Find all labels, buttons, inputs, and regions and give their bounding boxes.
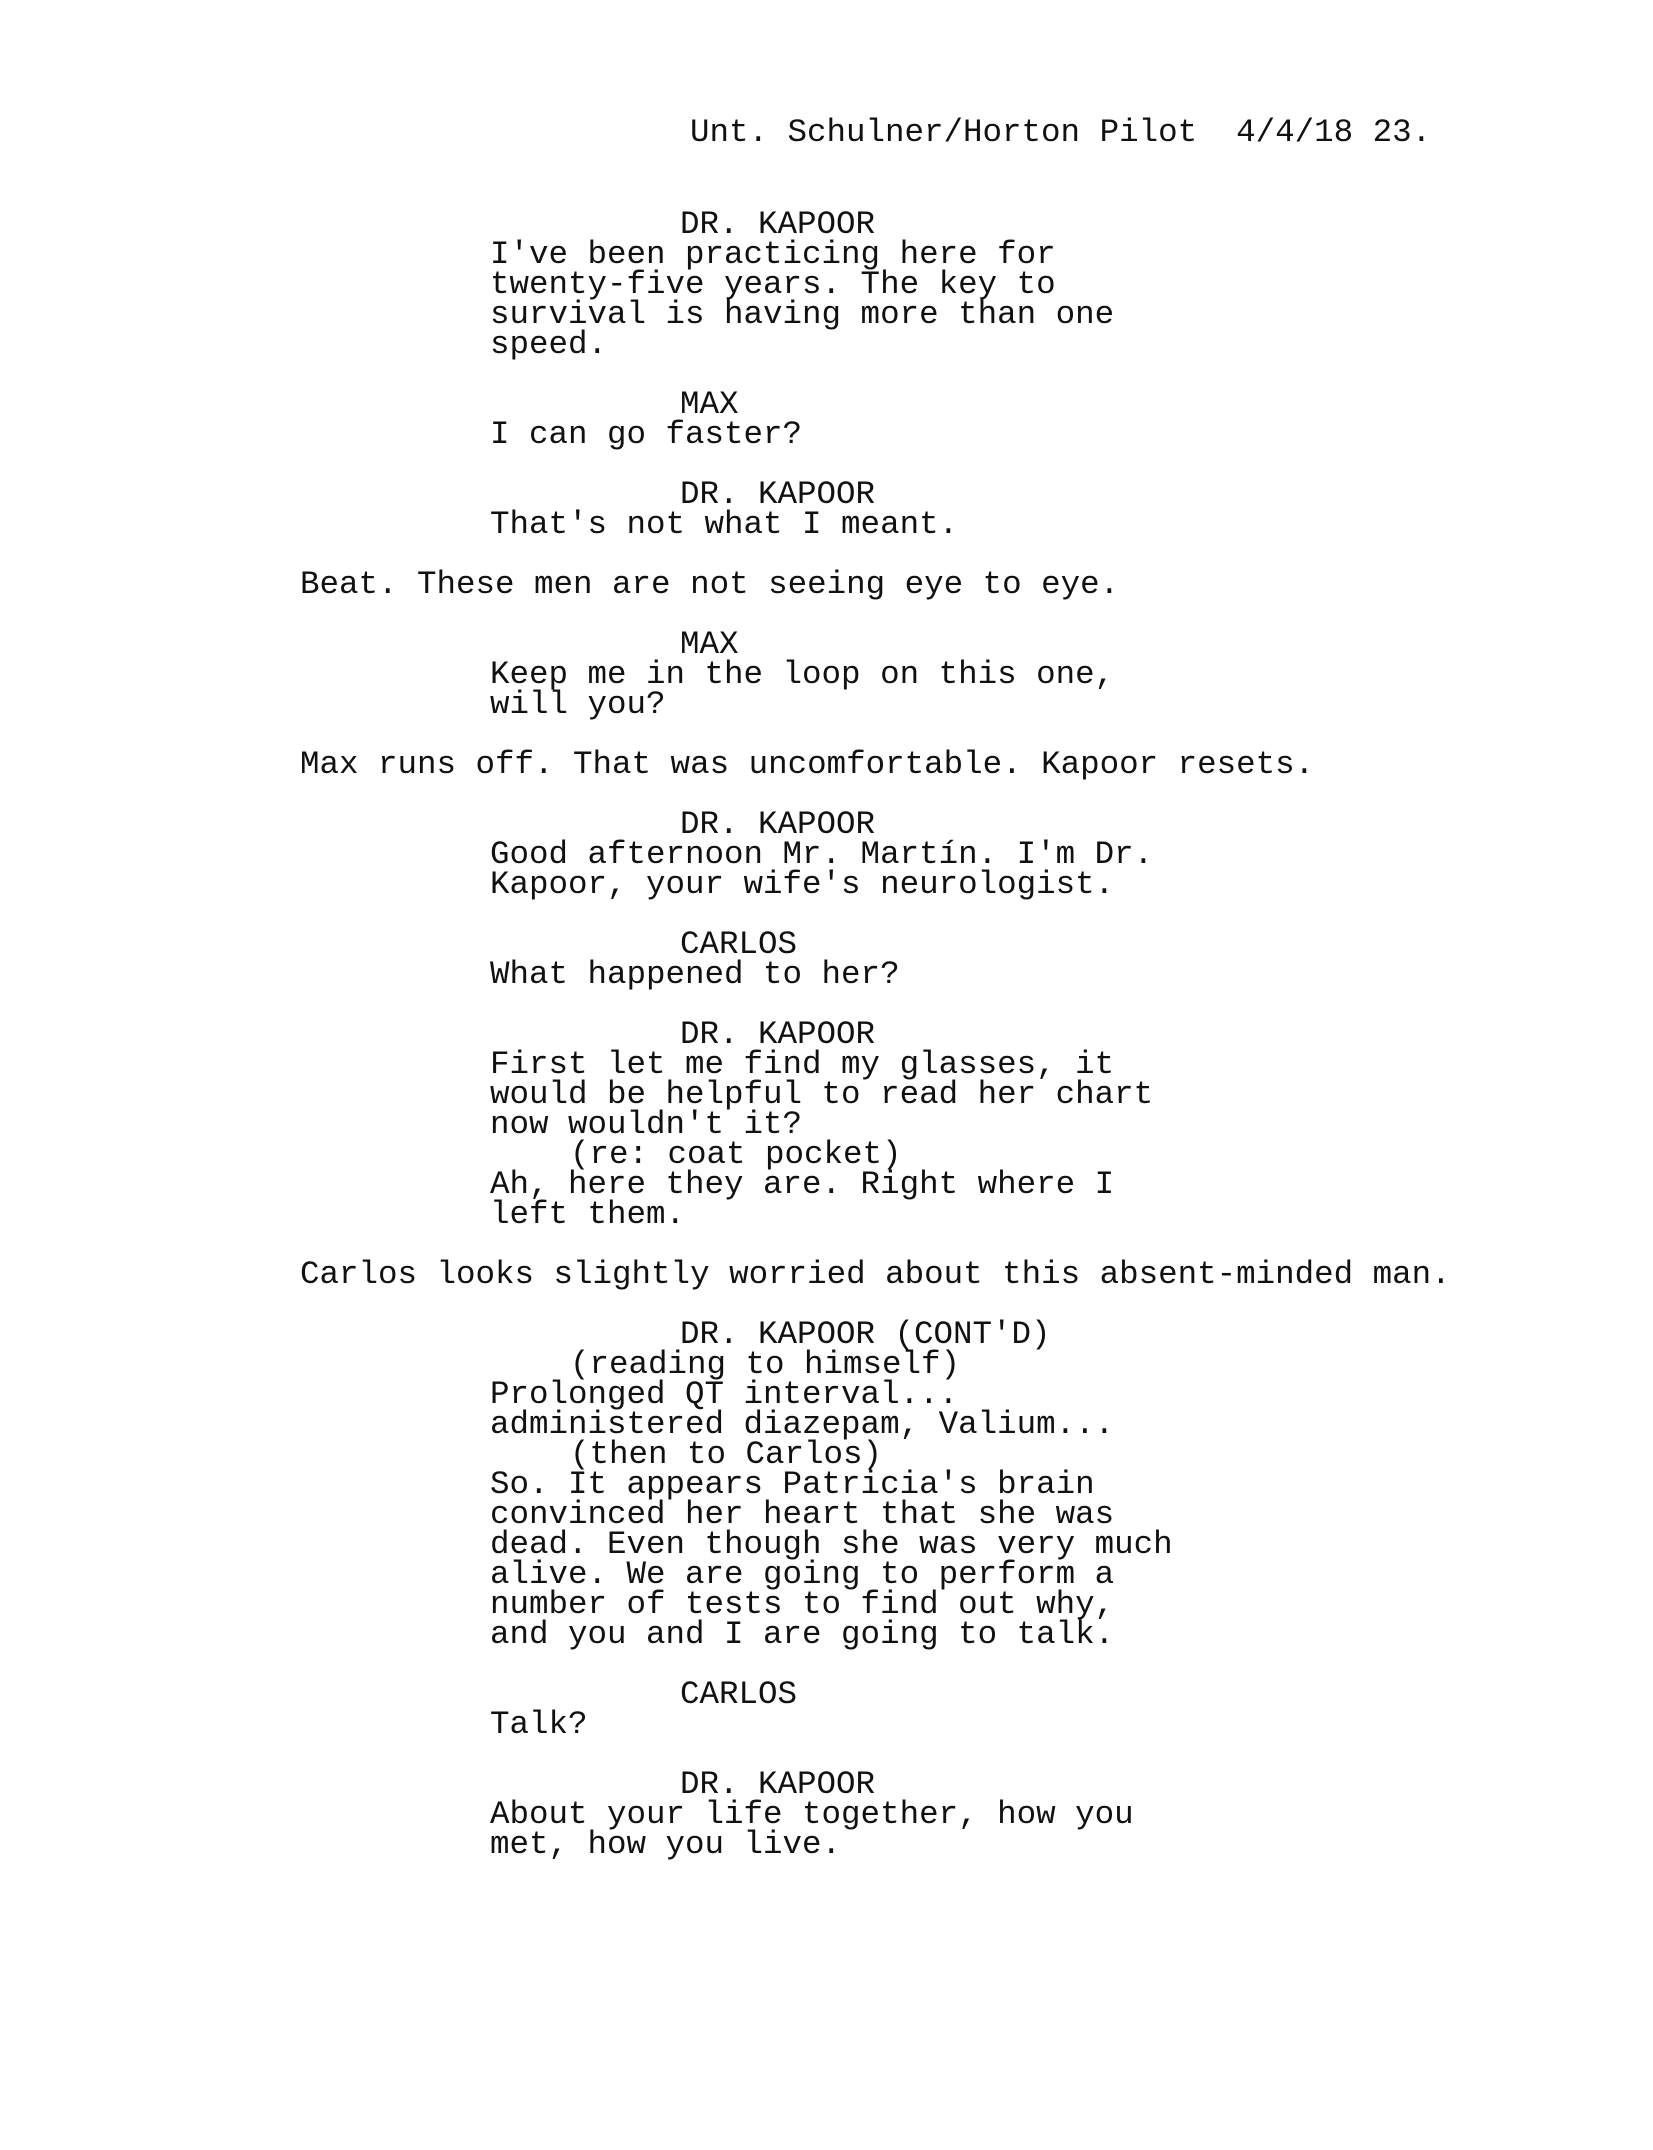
dialogue-line: alive. We are going to perform a — [490, 1556, 1115, 1593]
dialogue-line: I've been practicing here for — [490, 236, 1056, 273]
dialogue-line: First let me find my glasses, it — [490, 1046, 1115, 1083]
dialogue-line: would be helpful to read her chart — [490, 1076, 1154, 1113]
action-line: Max runs off. That was uncomfortable. Kapoor resets. — [300, 746, 1315, 783]
character-cue: DR. KAPOOR — [680, 806, 876, 843]
dialogue-line: met, how you live. — [490, 1826, 842, 1863]
parenthetical: (then to Carlos) — [570, 1436, 883, 1473]
dialogue-line: So. It appears Patricia's brain — [490, 1466, 1095, 1503]
dialogue-line: Talk? — [490, 1706, 588, 1743]
dialogue-line: twenty-five years. The key to — [490, 266, 1056, 303]
parenthetical: (reading to himself) — [570, 1346, 961, 1383]
character-cue: DR. KAPOOR — [680, 1016, 876, 1053]
dialogue-line: Good afternoon Mr. Martín. I'm Dr. — [490, 836, 1154, 873]
action-line: Carlos looks slightly worried about this absent-minded man. — [300, 1256, 1451, 1293]
dialogue-line: now wouldn't it? — [490, 1106, 803, 1143]
character-cue: CARLOS — [680, 926, 798, 963]
character-cue: CARLOS — [680, 1676, 798, 1713]
dialogue-line: survival is having more than one — [490, 296, 1115, 333]
dialogue-line: Keep me in the loop on this one, — [490, 656, 1115, 693]
character-cue: DR. KAPOOR (CONT'D) — [680, 1316, 1051, 1353]
dialogue-line: I can go faster? — [490, 416, 803, 453]
dialogue-line: convinced her heart that she was — [490, 1496, 1115, 1533]
parenthetical: (re: coat pocket) — [570, 1136, 902, 1173]
dialogue-line: Kapoor, your wife's neurologist. — [490, 866, 1115, 903]
dialogue-line: dead. Even though she was very much — [490, 1526, 1173, 1563]
dialogue-line: administered diazepam, Valium... — [490, 1406, 1115, 1443]
character-cue: MAX — [680, 386, 739, 423]
dialogue-line: left them. — [490, 1196, 686, 1233]
dialogue-line: That's not what I meant. — [490, 506, 959, 543]
page-header: Unt. Schulner/Horton Pilot 4/4/18 23. — [690, 114, 1432, 151]
character-cue: DR. KAPOOR — [680, 206, 876, 243]
dialogue-line: number of tests to find out why, — [490, 1586, 1115, 1623]
dialogue-line: Prolonged QT interval... — [490, 1376, 959, 1413]
dialogue-line: What happened to her? — [490, 956, 900, 993]
character-cue: DR. KAPOOR — [680, 1766, 876, 1803]
dialogue-line: speed. — [490, 326, 608, 363]
dialogue-line: About your life together, how you — [490, 1796, 1134, 1833]
character-cue: DR. KAPOOR — [680, 476, 876, 513]
dialogue-line: will you? — [490, 686, 666, 723]
action-line: Beat. These men are not seeing eye to eye. — [300, 566, 1120, 603]
character-cue: MAX — [680, 626, 739, 663]
dialogue-line: and you and I are going to talk. — [490, 1616, 1115, 1653]
dialogue-line: Ah, here they are. Right where I — [490, 1166, 1115, 1203]
